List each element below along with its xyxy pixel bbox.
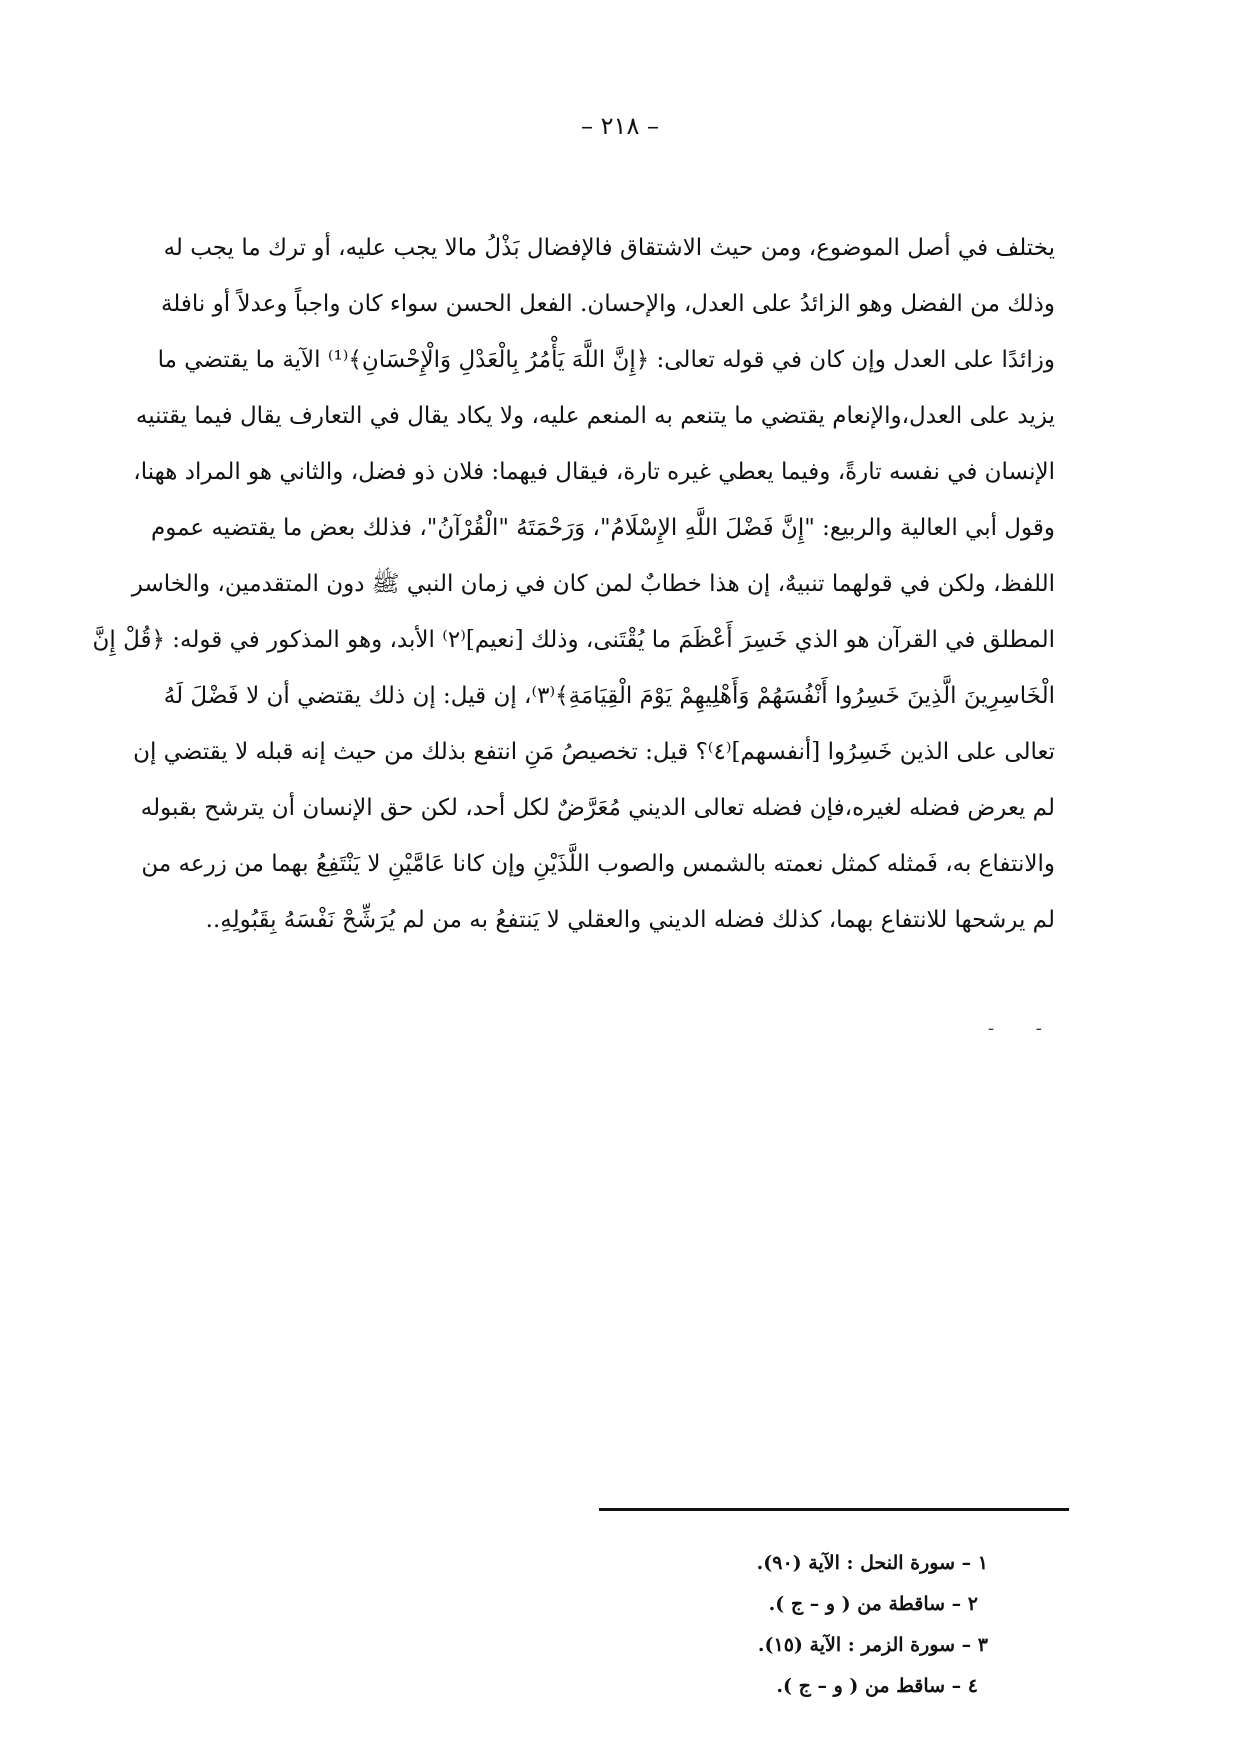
- paragraph-line: الْخَاسِرِينَ الَّذِينَ خَسِرُوا أَنْفُسَهُمْ وَأَهْلِيهِمْ يَوْمَ الْقِيَامَةِ﴾⁽٣⁾، إن قيل: إن ذلك يقتضي أن لا فَضْلَ لَهُ: [163, 683, 1055, 709]
- main-paragraph: [92, 220, 1055, 948]
- paragraph-line: تعالى على الذين خَسِرُوا [أنفسهم]⁽٤⁾؟ قيل: تخصيصُ مَنِ انتفع بذلك من حيث إنه قبله لا يقتضي إن: [133, 739, 1055, 765]
- paragraph-line: لم يعرض فضله لغيره،فإن فضله تعالى الديني مُعَرَّضٌ لكل أحد، لكن حق الإنسان أن يترشح بقبوله: [140, 795, 1055, 821]
- paragraph-line: الإنسان في نفسه تارةً، وفيما يعطي غيره تارة، فيقال فيهما: فلان ذو فضل، والثاني هو المراد ههنا،: [133, 459, 1055, 485]
- footnote-item: ١ – سورة النحل : الآية (٩٠).: [756, 1552, 988, 1574]
- paragraph-line: المطلق في القرآن هو الذي خَسِرَ أَعْظَمَ ما يُقْتَنى، وذلك [نعيم]⁽٢⁾ الأبد، وهو المذكور في قوله: ﴿قُلْ إِنَّ: [92, 627, 1055, 653]
- stray-mark: - -: [988, 1018, 1060, 1039]
- paragraph-line: يزيد على العدل،والإنعام يقتضي ما يتنعم به المنعم عليه، ولا يكاد يقال في التعارف يقال فيما يقتنيه: [135, 403, 1055, 429]
- paragraph-line: وزائدًا على العدل وإن كان في قوله تعالى: ﴿إِنَّ اللَّهَ يَأْمُرُ بِالْعَدْلِ وَالْإِحْسَانِ﴾⁽¹⁾ الآية ما يقتضي ما: [157, 347, 1055, 373]
- footnote-item: ٣ – سورة الزمر : الآية (١٥).: [757, 1634, 988, 1656]
- paragraph-line: لم يرشحها للانتفاع بهما، كذلك فضله الديني والعقلي لا يَنتفعُ به من لم يُرَشِّحْ نَفْسَهُ بِقَبُولِهِ..: [205, 907, 1055, 933]
- paragraph-line: وقول أبي العالية والربيع: "إِنَّ فَضْلَ اللَّهِ الإِسْلَامُ"، وَرَحْمَتَهُ "الْقُرْآنُ"، فذلك بعض ما يقتضيه عموم: [150, 515, 1055, 541]
- paragraph-line: اللفظ، ولكن في قولهما تنبيهٌ، إن هذا خطابٌ لمن كان في زمان النبي ﷺ دون المتقدمين، والخاسر: [131, 571, 1055, 597]
- footnote-item: ٤ – ساقط من ( و – ج ).: [776, 1675, 978, 1697]
- page-number: – ٢١٨ –: [581, 112, 659, 140]
- paragraph-line: وذلك من الفضل وهو الزائدُ على العدل، والإحسان. الفعل الحسن سواء كان واجباً وعدلاً أو نافلة: [160, 291, 1055, 317]
- footnote-item: ٢ – ساقطة من ( و – ج ).: [768, 1593, 978, 1615]
- paragraph-line: يختلف في أصل الموضوع، ومن حيث الاشتقاق فالإفضال بَذْلُ مالا يجب عليه، أو ترك ما يجب له: [163, 235, 1055, 261]
- paragraph-line: والانتفاع به، فَمثله كمثل نعمته بالشمس والصوب اللَّذَيْنِ وإن كانا عَامَّيْنِ لا يَنْتَفِعُ بهما من زرعه من: [141, 851, 1055, 877]
- footnote-separator: [599, 1508, 1069, 1511]
- footnotes: [757, 1543, 988, 1707]
